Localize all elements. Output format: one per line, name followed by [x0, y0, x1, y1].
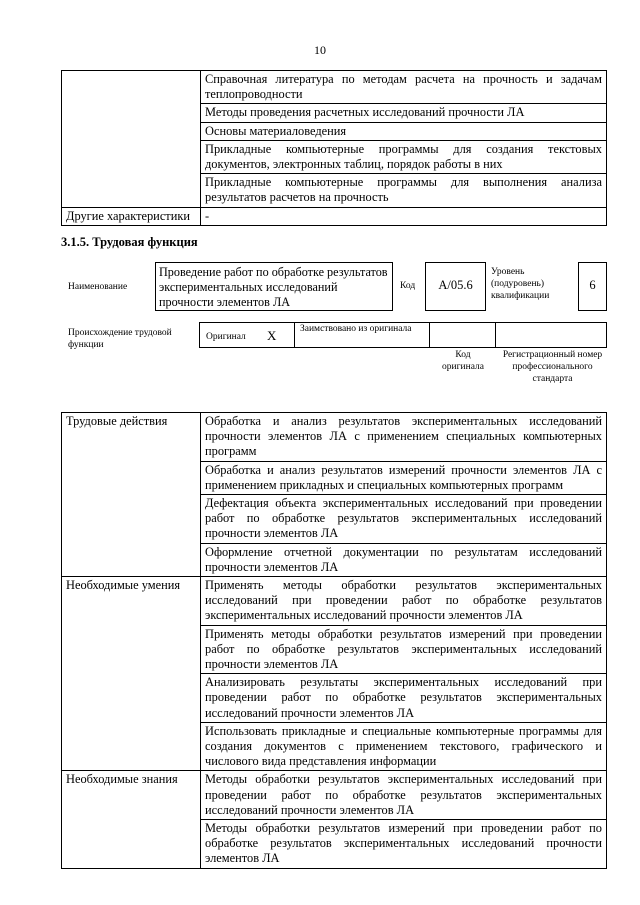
other-characteristics-value: -: [201, 207, 607, 225]
actions-label: Трудовые действия: [62, 413, 201, 577]
knowledge-item: Методы обработки результатов экспериментальных исследований при проведении работ по обработке результатов экспериментальных исследований прочности элементов ЛА: [201, 771, 607, 820]
original-label: Оригинал: [206, 332, 246, 342]
skills-label: Необходимые умения: [62, 577, 201, 771]
action-item: Дефектация объекта экспериментальных исследований при проведении работ по обработке результатов экспериментальных исследований прочности элементов ЛА: [201, 495, 607, 544]
labor-function-table: [61, 412, 607, 869]
knowledge-item: Справочная литература по методам расчета на прочность и задачам теплопроводности: [201, 71, 607, 104]
knowledge-label: Необходимые знания: [62, 771, 201, 868]
origin-code-caption: Код оригинала: [442, 350, 484, 372]
divider: [294, 322, 295, 348]
level-value: 6: [578, 262, 607, 311]
table-row: [62, 577, 607, 626]
action-item: Обработка и анализ результатов экспериментальных исследований прочности элементов ЛА с применением специальных компьютерных программ: [201, 413, 607, 462]
name-label: Наименование: [68, 282, 128, 292]
continuation-table: [61, 70, 607, 226]
action-item: Обработка и анализ результатов измерений прочности элементов ЛА с применением прикладных и специальных компьютерных программ: [201, 461, 607, 494]
skill-item: Применять методы обработки результатов измерений при проведении работ по обработке результатов экспериментальных исследований прочности элементов ЛА: [201, 625, 607, 674]
code-value: А/05.6: [425, 262, 486, 311]
borrowed-label: Заимствовано из оригинала: [300, 324, 412, 334]
other-characteristics-label: Другие характеристики: [62, 207, 201, 225]
origin-label: Происхождение трудовой функции: [68, 328, 172, 350]
table-row: [62, 207, 607, 225]
knowledge-item: Методы обработки результатов измерений при проведении работ по обработке результатов экспериментальных исследований прочности элементов ЛА: [201, 820, 607, 869]
skill-item: Анализировать результаты экспериментальных исследований при проведении работ по обработке результатов экспериментальных исследований прочности элементов ЛА: [201, 674, 607, 723]
name-value: Проведение работ по обработке результатов экспериментальных исследований прочности элементов ЛА: [155, 262, 393, 311]
action-item: Оформление отчетной документации по результатам исследований прочности элементов ЛА: [201, 543, 607, 576]
level-label: Уровень (подуровень) квалификации: [491, 267, 550, 301]
skill-item: Использовать прикладные и специальные компьютерные программы для создания документов с применением текстового, графического и числового вида представления информации: [201, 722, 607, 771]
knowledge-item: Методы проведения расчетных исследований прочности ЛА: [201, 104, 607, 122]
original-mark: X: [267, 328, 277, 343]
divider: [495, 322, 496, 348]
knowledge-item: Прикладные компьютерные программы для создания текстовых документов, электронных таблиц, порядок работы в них: [201, 140, 607, 173]
table-row: [62, 771, 607, 820]
divider: [429, 322, 430, 348]
code-label: Код: [400, 281, 416, 291]
knowledge-item: Основы материаловедения: [201, 122, 607, 140]
table-row: [62, 413, 607, 462]
knowledge-item: Прикладные компьютерные программы для выполнения анализа результатов расчетов на прочность: [201, 174, 607, 207]
reg-number-caption: Регистрационный номер профессионального стандарта: [502, 350, 603, 384]
table-row: [62, 71, 607, 104]
empty-label-cell: [62, 71, 201, 208]
section-title: 3.1.5. Трудовая функция: [61, 235, 198, 249]
skill-item: Применять методы обработки результатов экспериментальных исследований при проведении работ по обработке результатов экспериментальных исследований прочности элементов ЛА: [201, 577, 607, 626]
page-number: 10: [314, 43, 326, 57]
